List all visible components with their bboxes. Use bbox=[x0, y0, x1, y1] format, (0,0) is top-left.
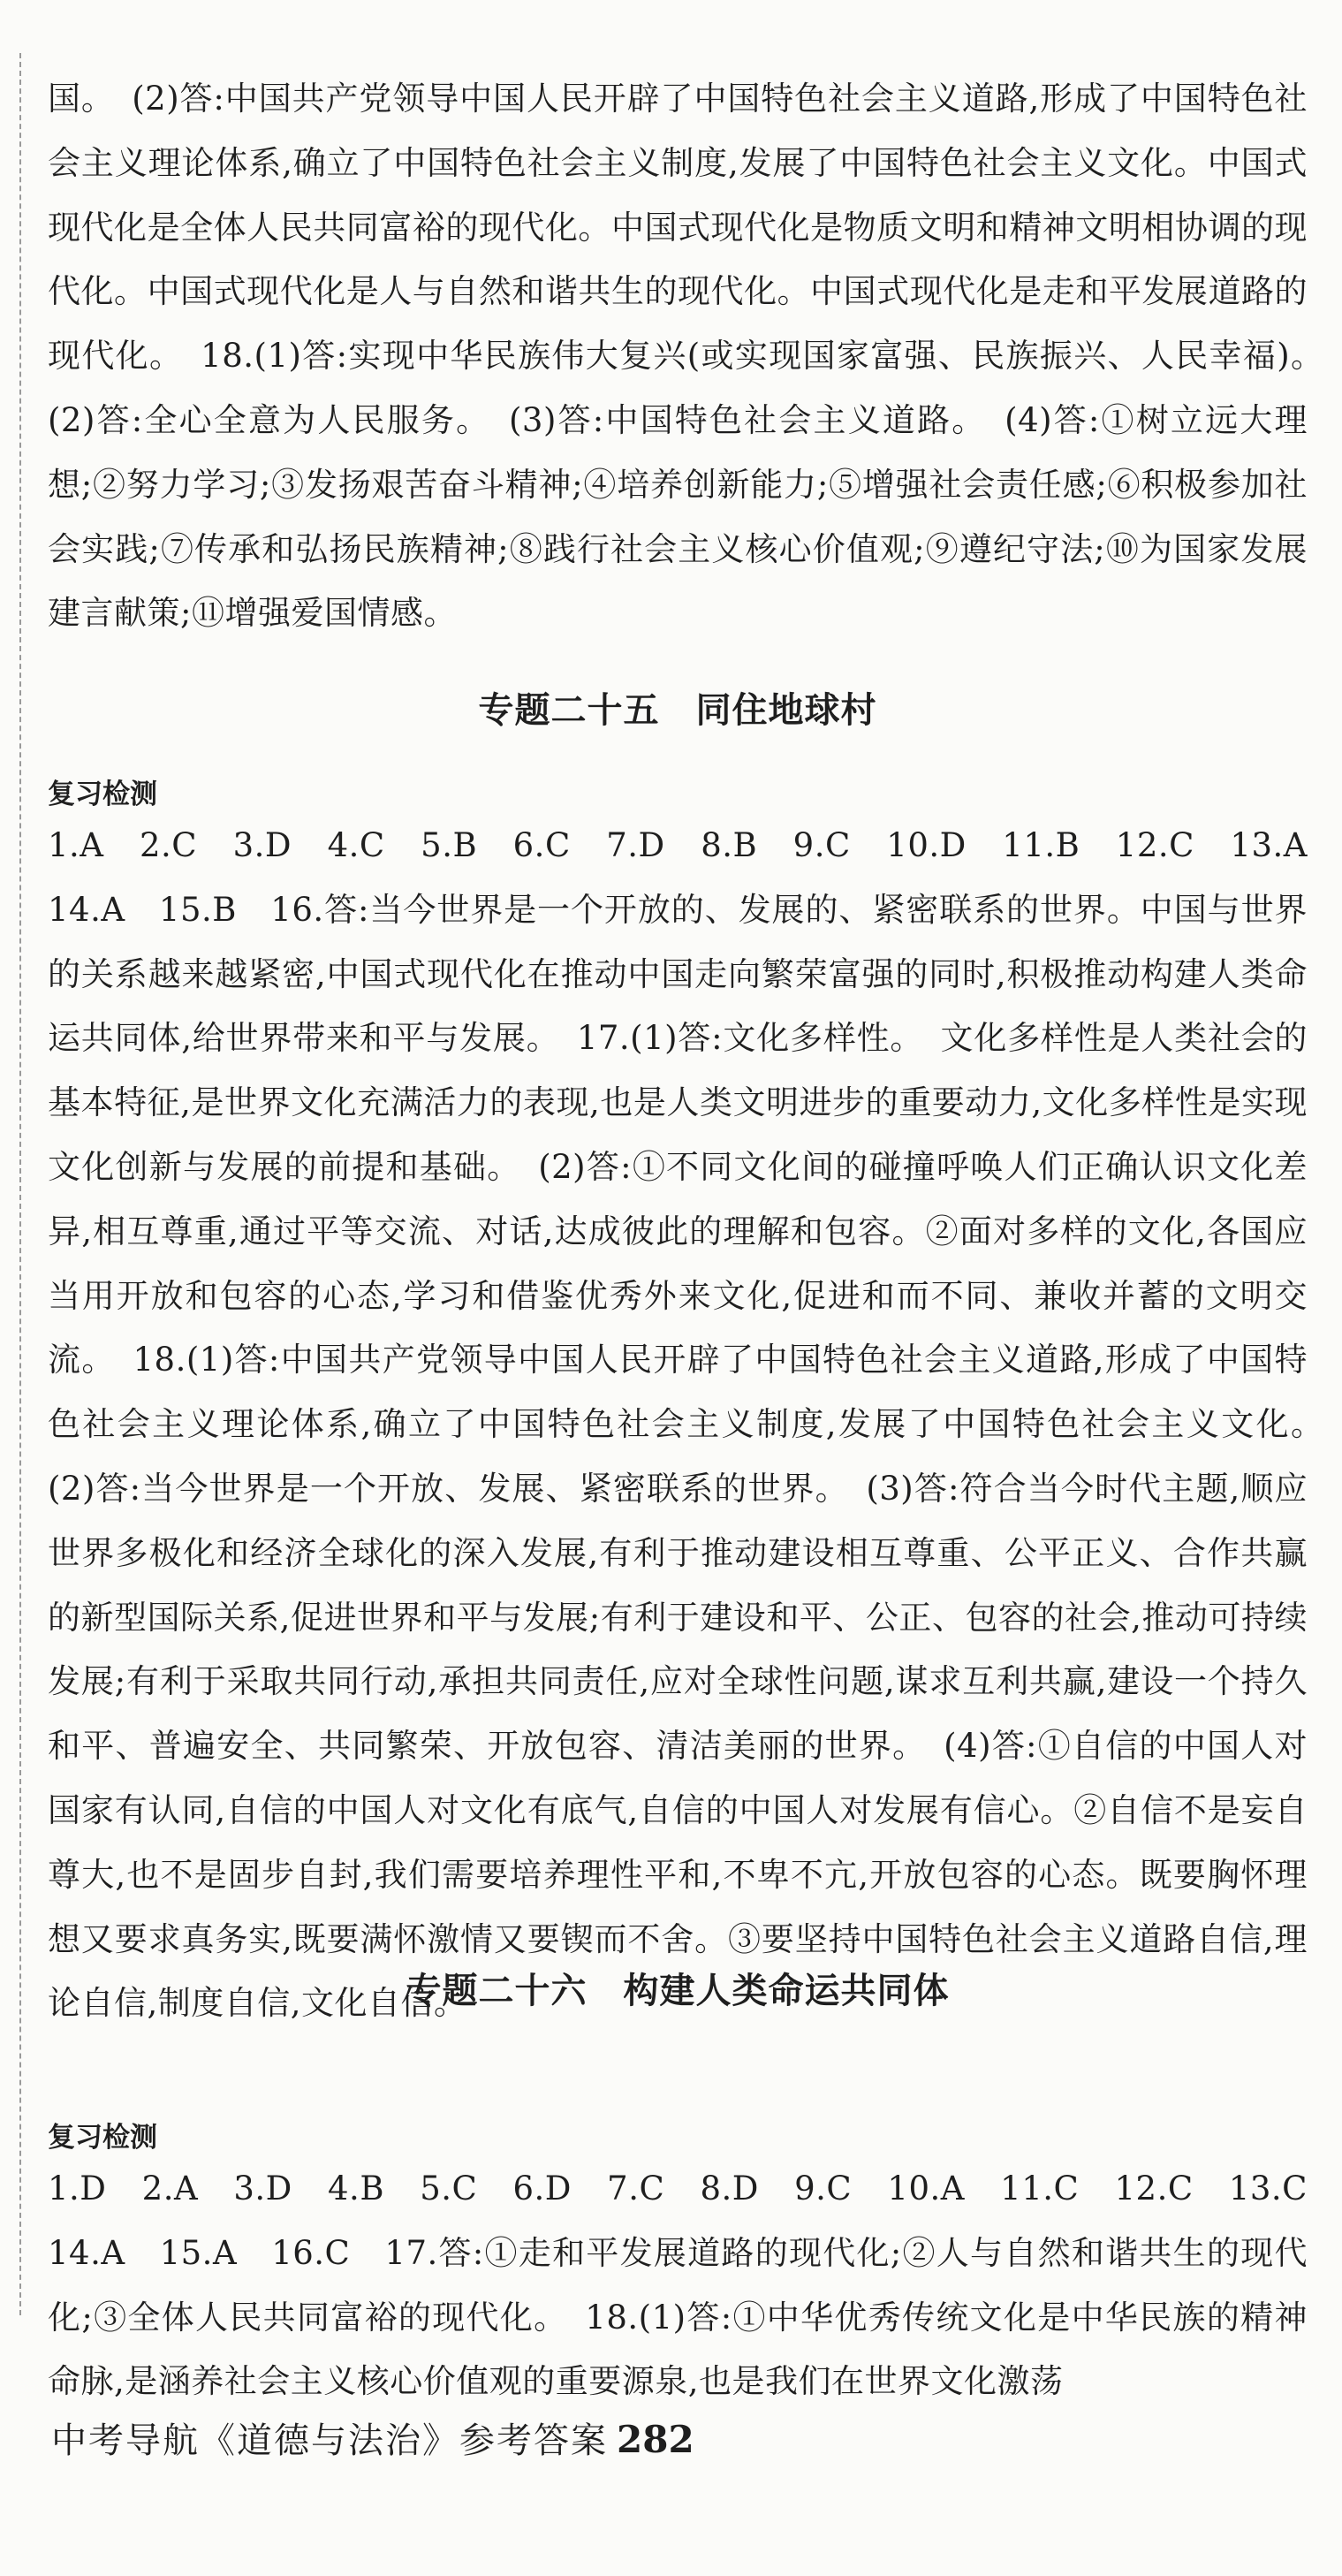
page-number: 282 bbox=[617, 2418, 694, 2461]
review-heading-26: 复习检测 bbox=[48, 2122, 157, 2154]
section-25-answers: 1.A 2.C 3.D 4.C 5.B 6.C 7.D 8.B 9.C 10.D 11.B 12.C 13.A 14.A 15.B 16.答:当今世界是一个开放的、发展的、紧密联系的世界。中国与世界的关系越来越紧密,中国式现代化在推动中国走向繁荣富强的同时,积极推动构建人类命运共同体,给世界带来和平与发展。 17.(1)答:文化多样性。 文化多样性是人类社会的基本特征,是世界文化充满活力的表现,也是人类文明进步的重要动力,文化多样性是实现文化创新与发展的前提和基础。 (2)答:①不同文化间的碰撞呼唤人们正确认识文化差异,相互尊重,通过平等交流、对话,达成彼此的理解和包容。②面对多样的文化,各国应当用开放和包容的心态,学习和借鉴优秀外来文化,促进和而不同、兼收并蓄的文明交流。 18.(1)答:中国共产党领导中国人民开辟了中国特色社会主义道路,形成了中国特色社会主义理论体系,确立了中国特色社会主义制度,发展了中国特色社会主义文化。 (2)答:当今世界是一个开放、发展、紧密联系的世界。 (3)答:符合当今时代主题,顺应世界多极化和经济全球化的深入发展,有利于推动建设相互尊重、公平正义、合作共赢的新型国际关系,促进世界和平与发展;有利于建设和平、公正、包容的社会,推动可持续发展;有利于采取共同行动,承担共同责任,应对全球性问题,谋求互利共赢,建设一个持久和平、普遍安全、共同繁荣、开放包容、清洁美丽的世界。 (4)答:①自信的中国人对国家有认同,自信的中国人对文化有底气,自信的中国人对发展有信心。②自信不是妄自尊大,也不是固步自封,我们需要培养理性平和,不卑不亢,开放包容的心态。既要胸怀理想又要求真务实,既要满怀激情又要锲而不舍。③要坚持中国特色社会主义道路自信,理论自信,制度自信,文化自信。 bbox=[48, 826, 1341, 2023]
footer-book-title: 中考导航《道德与法治》参考答案 bbox=[51, 2420, 608, 2461]
section-title-26: 专题二十六 构建人类命运共同体 bbox=[406, 1971, 950, 2011]
review-heading-25: 复习检测 bbox=[48, 779, 157, 810]
section-title-25: 专题二十五 同住地球村 bbox=[478, 690, 877, 731]
page-footer bbox=[51, 2413, 694, 2463]
section-26-answers: 1.D 2.A 3.D 4.B 5.C 6.D 7.C 8.D 9.C 10.A 11.C 12.C 13.C 14.A 15.A 16.C 17.答:①走和平发展道路的现代化;②人与自然和谐共生的现代化;③全体人民共同富裕的现代化。 18.(1)答:①中华优秀传统文化是中华民族的精神命脉,是涵养社会主义核心价值观的重要源泉,也是我们在世界文化激荡 bbox=[48, 2169, 1341, 2401]
continued-answer-paragraph: 国。 (2)答:中国共产党领导中国人民开辟了中国特色社会主义道路,形成了中国特色社会主义理论体系,确立了中国特色社会主义制度,发展了中国特色社会主义文化。中国式现代化是全体人民共同富裕的现代化。中国式现代化是物质文明和精神文明相协调的现代化。中国式现代化是人与自然和谐共生的现代化。中国式现代化是走和平发展道路的现代化。 18.(1)答:实现中华民族伟大复兴(或实现国家富强、民族振兴、人民幸福)。 (2)答:全心全意为人民服务。 (3)答:中国特色社会主义道路。 (4)答:①树立远大理想;②努力学习;③发扬艰苦奋斗精神;④培养创新能力;⑤增强社会责任感;⑥积极参加社会实践;⑦传承和弘扬民族精神;⑧践行社会主义核心价值观;⑨遵纪守法;⑩为国家发展建言献策;⑪增强爱国情感。 bbox=[48, 80, 1341, 633]
binding-margin-rule bbox=[19, 53, 21, 2315]
